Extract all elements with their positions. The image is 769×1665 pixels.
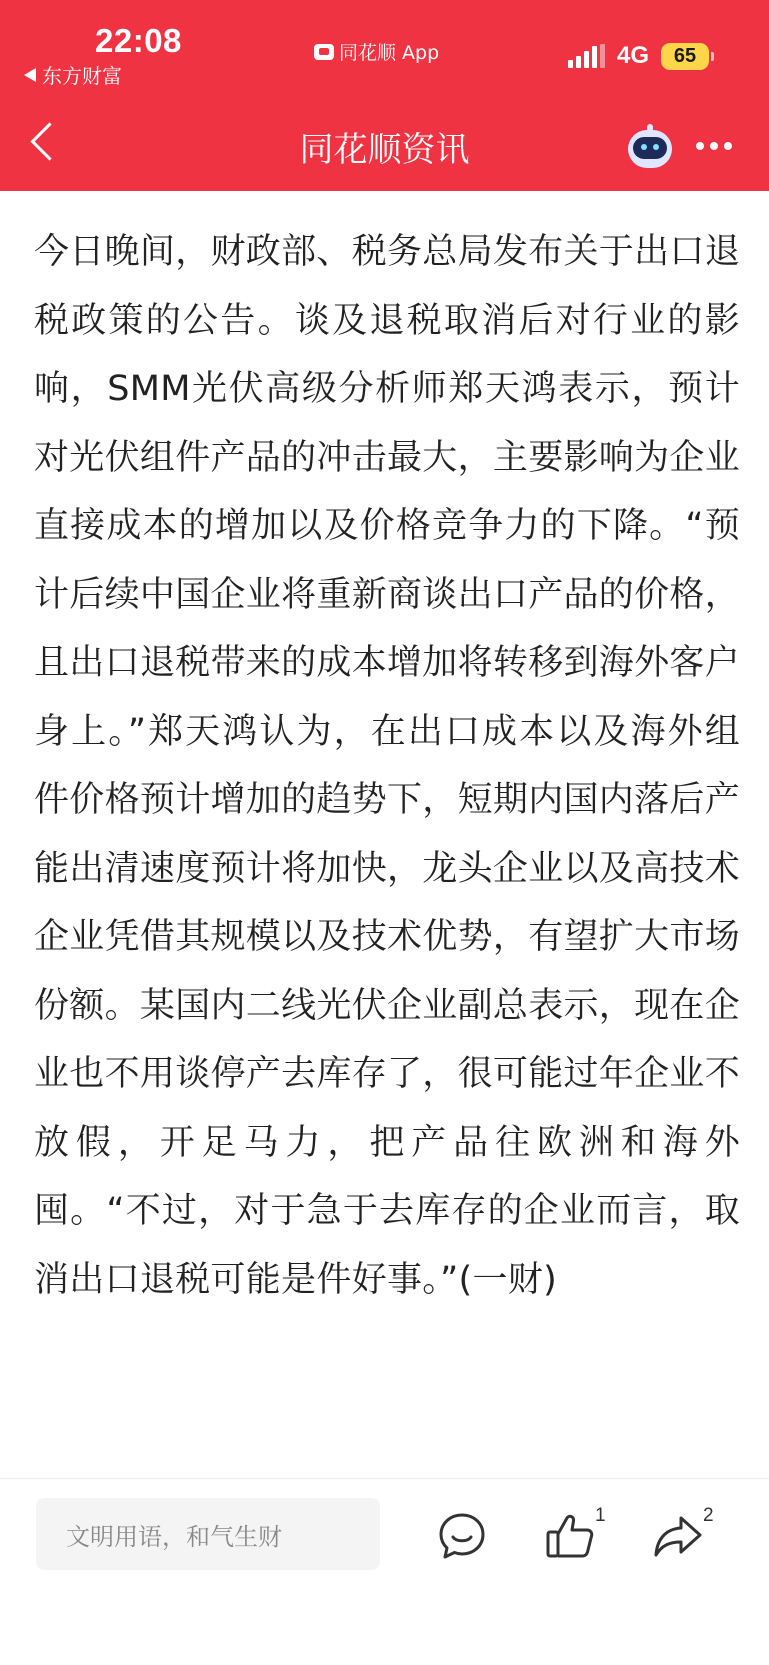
battery-level: 65 — [673, 44, 697, 67]
robot-eye-left — [641, 144, 647, 150]
like-count: 1 — [595, 1505, 606, 1526]
network-type: 4G — [616, 42, 649, 69]
comment-button[interactable] — [436, 1510, 488, 1562]
header — [0, 0, 769, 191]
more-button[interactable] — [696, 142, 732, 150]
more-dot — [710, 142, 718, 150]
battery-icon — [661, 43, 709, 70]
back-to-app-button[interactable] — [24, 60, 122, 89]
share-button[interactable] — [652, 1510, 704, 1562]
more-dot — [724, 142, 732, 150]
comment-placeholder: 文明用语，和气生财 — [66, 1522, 282, 1551]
divider — [0, 1478, 769, 1479]
comment-input[interactable] — [36, 1498, 380, 1570]
back-app-label: 东方财富 — [42, 64, 122, 88]
comment-icon — [436, 1510, 488, 1562]
status-time: 22:08 — [95, 22, 182, 59]
signal-icon — [568, 44, 605, 68]
share-count: 2 — [703, 1505, 714, 1526]
app-source — [314, 38, 439, 65]
robot-eye-right — [653, 144, 659, 150]
page-title: 同花顺资讯 — [299, 130, 470, 170]
app-source-label: 同花顺 App — [339, 42, 440, 64]
share-icon — [652, 1510, 704, 1562]
back-triangle-icon — [24, 68, 36, 82]
app-logo-icon — [314, 44, 334, 60]
article-body: 今日晚间，财政部、税务总局发布关于出口退税政策的公告。谈及退税取消后对行业的影响，SMM光伏高级分析师郑天鸿表示，预计对光伏组件产品的冲击最大，主要影响为企业直接成本的增加以及价格竞争力的下降。“预计后续中国企业将重新商谈出口产品的价格，且出口退税带来的成本增加将转移到海外客户身上。”郑天鸿认为，在出口成本以及海外组件价格预计增加的趋势下，短期内国内落后产能出清速度预计将加快，龙头企业以及高技术企业凭借其规模以及技术优势，有望扩大市场份额。某国内二线光伏企业副总表示，现在企业也不用谈停产去库存了，很可能过年企业不放假，开足马力，把产品往欧洲和海外囤。“不过，对于急于去库存的企业而言，取消出口退税可能是件好事。”(一财) — [34, 232, 741, 1300]
status-indicators — [568, 42, 709, 70]
thumbs-up-icon — [544, 1510, 596, 1562]
robot-assistant-button[interactable] — [626, 124, 674, 170]
more-icon — [696, 142, 704, 150]
like-button[interactable] — [544, 1510, 596, 1562]
robot-face — [633, 137, 667, 159]
